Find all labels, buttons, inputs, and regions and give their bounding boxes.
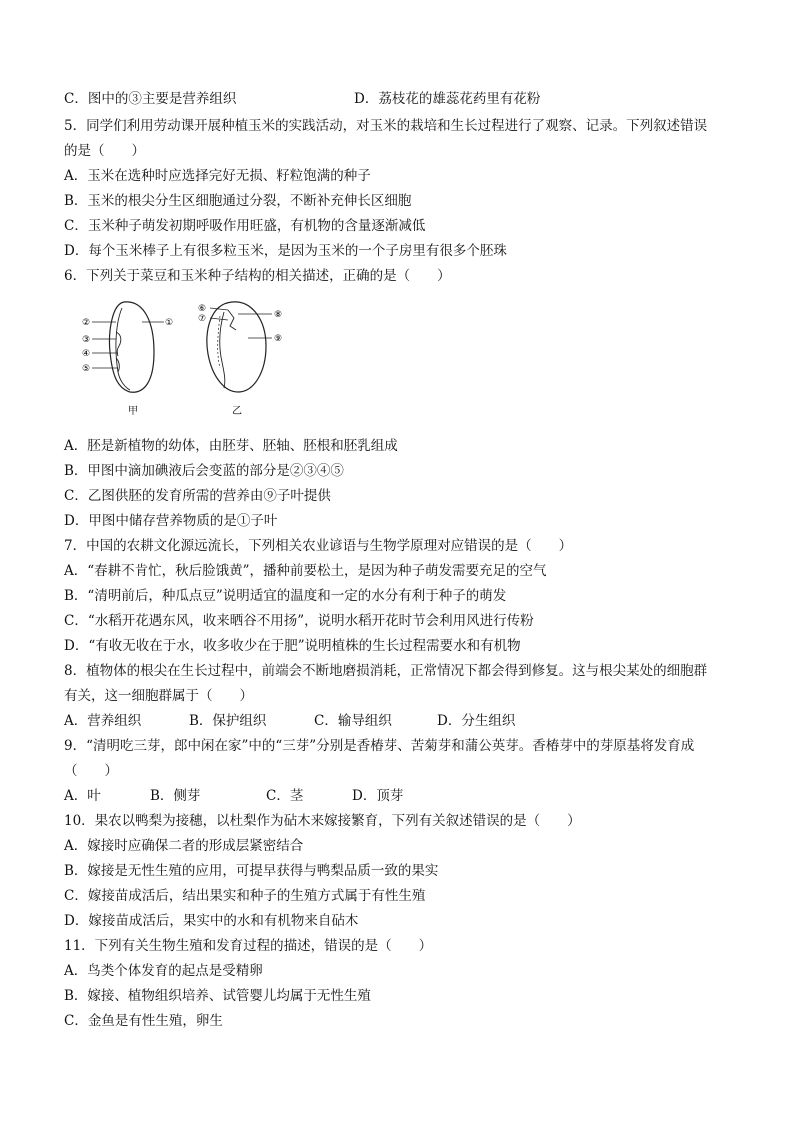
q4-options-row <box>64 90 744 108</box>
q11-option-c: C．金鱼是有性生殖，卵生 <box>64 1013 223 1029</box>
bean-label-1: ① <box>165 318 174 328</box>
q10-option-a: A．嫁接时应确保二者的形成层紧密结合 <box>64 838 304 854</box>
q5-option-d: D．每个玉米棒子上有很多粒玉米，是因为玉米的一个子房里有很多个胚珠 <box>64 243 507 259</box>
q4-option-c: C．图中的③主要是营养组织 <box>64 91 237 107</box>
q9-options-row <box>64 787 744 805</box>
q9-option-d: D．顶芽 <box>352 788 404 804</box>
q11-option-a: A．鸟类个体发育的起点是受精卵 <box>64 963 263 979</box>
q10-option-d: D．嫁接苗成活后，果实中的水和有机物来自砧木 <box>64 913 359 929</box>
q5-stem-line2: 的是（ ） <box>64 143 145 159</box>
q9-option-a: A．叶 <box>64 788 101 804</box>
q7-option-b: B．“清明前后，种瓜点豆”说明适宜的温度和一定的水分有利于种子的萌发 <box>64 588 507 604</box>
caption-jia: 甲 <box>128 406 138 417</box>
bean-label-3: ③ <box>82 335 91 345</box>
q9-stem-line2: （ ） <box>64 763 118 779</box>
q8-stem-line2: 有关，这一细胞群属于（ ） <box>64 688 253 704</box>
q8-options-row <box>64 712 744 730</box>
q8-option-d: D．分生组织 <box>437 713 516 729</box>
q7-option-c: C．“水稻开花遇东风，收来晒谷不用扬”，说明水稻开花时节会利用风进行传粉 <box>64 613 534 629</box>
q5-stem-line1: 5．同学们利用劳动课开展种植玉米的实践活动，对玉米的栽培和生长过程进行了观察、记录。下列叙述错误 <box>64 118 708 134</box>
q6-option-d: D．甲图中储存营养物质的是①子叶 <box>64 513 278 529</box>
q9-option-c: C．茎 <box>266 788 304 804</box>
q7-option-d: D．“有收无收在于水，收多收少在于肥”说明植株的生长过程需要水和有机物 <box>64 638 521 654</box>
q5-option-a: A．玉米在选种时应选择完好无损、籽粒饱满的种子 <box>64 168 371 184</box>
q7-option-a: A．“春耕不肯忙，秋后脸饿黄”，播种前要松土，是因为种子萌发需要充足的空气 <box>64 563 547 579</box>
q8-option-a: A．营养组织 <box>64 713 142 729</box>
q7-stem: 7．中国的农耕文化源远流长，下列相关农业谚语与生物学原理对应错误的是（ ） <box>64 538 573 554</box>
q4-option-d: D．荔枝花的雄蕊花药里有花粉 <box>354 91 541 107</box>
caption-yi: 乙 <box>232 406 242 417</box>
corn-label-6: ⑥ <box>198 304 207 314</box>
seed-structure-figure <box>72 292 312 422</box>
q8-option-b: B．保护组织 <box>189 713 267 729</box>
q9-option-b: B．侧芽 <box>150 788 201 804</box>
q10-option-c: C．嫁接苗成活后，结出果实和种子的生殖方式属于有性生殖 <box>64 888 426 904</box>
corn-label-8: ⑧ <box>274 310 283 320</box>
bean-seed-drawing <box>92 302 164 392</box>
q6-option-a: A．胚是新植物的幼体，由胚芽、胚轴、胚根和胚乳组成 <box>64 438 398 454</box>
corn-seed-drawing <box>207 302 272 392</box>
q11-option-b: B．嫁接、植物组织培养、试管婴儿均属于无性生殖 <box>64 988 371 1004</box>
bean-label-4: ④ <box>82 349 91 359</box>
corn-label-9: ⑨ <box>274 334 283 344</box>
q8-stem-line1: 8．植物体的根尖在生长过程中，前端会不断地磨损消耗，正常情况下都会得到修复。这与根尖某处的细胞群 <box>64 663 708 679</box>
corn-label-7: ⑦ <box>198 314 207 324</box>
q6-option-b: B．甲图中滴加碘液后会变蓝的部分是②③④⑤ <box>64 463 344 479</box>
bean-label-2: ② <box>82 318 91 328</box>
q8-option-c: C．输导组织 <box>314 713 392 729</box>
seed-diagram <box>72 292 312 422</box>
q9-stem-line1: 9．“清明吃三芽，郎中闲在家”中的“三芽”分别是香椿芽、苦菊芽和蒲公英芽。香椿芽中的芽原基将发育成 <box>64 738 695 754</box>
q6-stem: 6．下列关于菜豆和玉米种子结构的相关描述，正确的是（ ） <box>64 268 451 284</box>
q11-stem: 11．下列有关生物生殖和发育过程的描述，错误的是（ ） <box>64 938 433 954</box>
q6-option-c: C．乙图供胚的发育所需的营养由⑨子叶提供 <box>64 488 331 504</box>
bean-label-5: ⑤ <box>82 364 91 374</box>
q5-option-b: B．玉米的根尖分生区细胞通过分裂，不断补充伸长区细胞 <box>64 193 412 209</box>
q5-option-c: C．玉米种子萌发初期呼吸作用旺盛，有机物的含量逐渐减低 <box>64 218 426 234</box>
q10-stem: 10．果农以鸭梨为接穗，以杜梨作为砧木来嫁接繁育，下列有关叙述错误的是（ ） <box>64 813 581 829</box>
q10-option-b: B．嫁接是无性生殖的应用，可提早获得与鸭梨品质一致的果实 <box>64 863 439 879</box>
